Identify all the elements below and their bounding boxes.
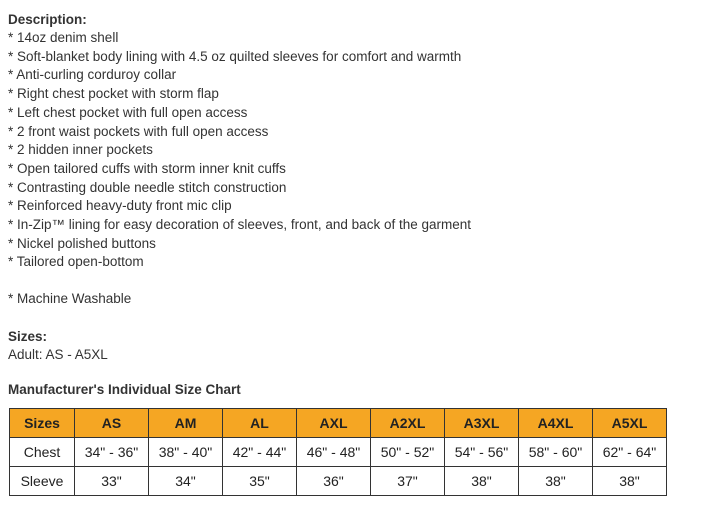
table-cell: 38" bbox=[445, 466, 519, 495]
table-cell: 34" - 36" bbox=[75, 437, 149, 466]
header-cell: A3XL bbox=[445, 408, 519, 437]
header-cell: AM bbox=[149, 408, 223, 437]
description-item: * Right chest pocket with storm flap bbox=[8, 86, 219, 102]
table-cell: 36" bbox=[297, 466, 371, 495]
size-chart-row-chest bbox=[10, 437, 667, 466]
header-cell: A2XL bbox=[371, 408, 445, 437]
row-label: Sleeve bbox=[10, 466, 75, 495]
description-item: * Reinforced heavy-duty front mic clip bbox=[8, 198, 232, 214]
table-cell: 62" - 64" bbox=[593, 437, 667, 466]
sizes-range: Adult: AS - A5XL bbox=[8, 346, 108, 362]
description-item: * Tailored open-bottom bbox=[8, 254, 144, 270]
header-cell: AS bbox=[75, 408, 149, 437]
table-cell: 58" - 60" bbox=[519, 437, 593, 466]
description-item: * Left chest pocket with full open access bbox=[8, 104, 248, 120]
table-cell: 46" - 48" bbox=[297, 437, 371, 466]
description-list bbox=[8, 29, 712, 272]
description-item: * Open tailored cuffs with storm inner knit cuffs bbox=[8, 160, 286, 176]
size-chart-table bbox=[9, 408, 667, 496]
description-heading: Description: bbox=[8, 12, 87, 27]
table-cell: 38" - 40" bbox=[149, 437, 223, 466]
header-cell: AXL bbox=[297, 408, 371, 437]
row-label: Chest bbox=[10, 437, 75, 466]
description-item: * 14oz denim shell bbox=[8, 30, 119, 45]
description-item: * Anti-curling corduroy collar bbox=[8, 67, 177, 83]
table-cell: 50" - 52" bbox=[371, 437, 445, 466]
description-item: * Contrasting double needle stitch construction bbox=[8, 179, 287, 195]
table-cell: 38" bbox=[519, 466, 593, 495]
care-instructions: * Machine Washable bbox=[8, 291, 132, 307]
table-cell: 38" bbox=[593, 466, 667, 495]
description-item: * Nickel polished buttons bbox=[8, 235, 156, 251]
header-cell: A5XL bbox=[593, 408, 667, 437]
sizes-heading: Sizes: bbox=[8, 328, 48, 344]
table-cell: 33" bbox=[75, 466, 149, 495]
header-cell: AL bbox=[223, 408, 297, 437]
table-cell: 34" bbox=[149, 466, 223, 495]
header-cell: Sizes bbox=[10, 408, 75, 437]
size-chart-row-sleeve bbox=[10, 466, 667, 495]
spacer bbox=[8, 272, 712, 290]
description-item: * In-Zip™ lining for easy decoration of sleeves, front, and back of the garment bbox=[8, 217, 471, 233]
description-item: * 2 front waist pockets with full open access bbox=[8, 123, 269, 139]
table-cell: 42" - 44" bbox=[223, 437, 297, 466]
spacer bbox=[8, 309, 712, 327]
header-cell: A4XL bbox=[519, 408, 593, 437]
table-cell: 54" - 56" bbox=[445, 437, 519, 466]
size-chart-header-row bbox=[10, 408, 667, 437]
table-cell: 37" bbox=[371, 466, 445, 495]
description-item: * 2 hidden inner pockets bbox=[8, 142, 153, 158]
description-item: * Soft-blanket body lining with 4.5 oz quilted sleeves for comfort and warmth bbox=[8, 48, 462, 64]
table-cell: 35" bbox=[223, 466, 297, 495]
size-chart-title: Manufacturer's Individual Size Chart bbox=[8, 381, 241, 397]
